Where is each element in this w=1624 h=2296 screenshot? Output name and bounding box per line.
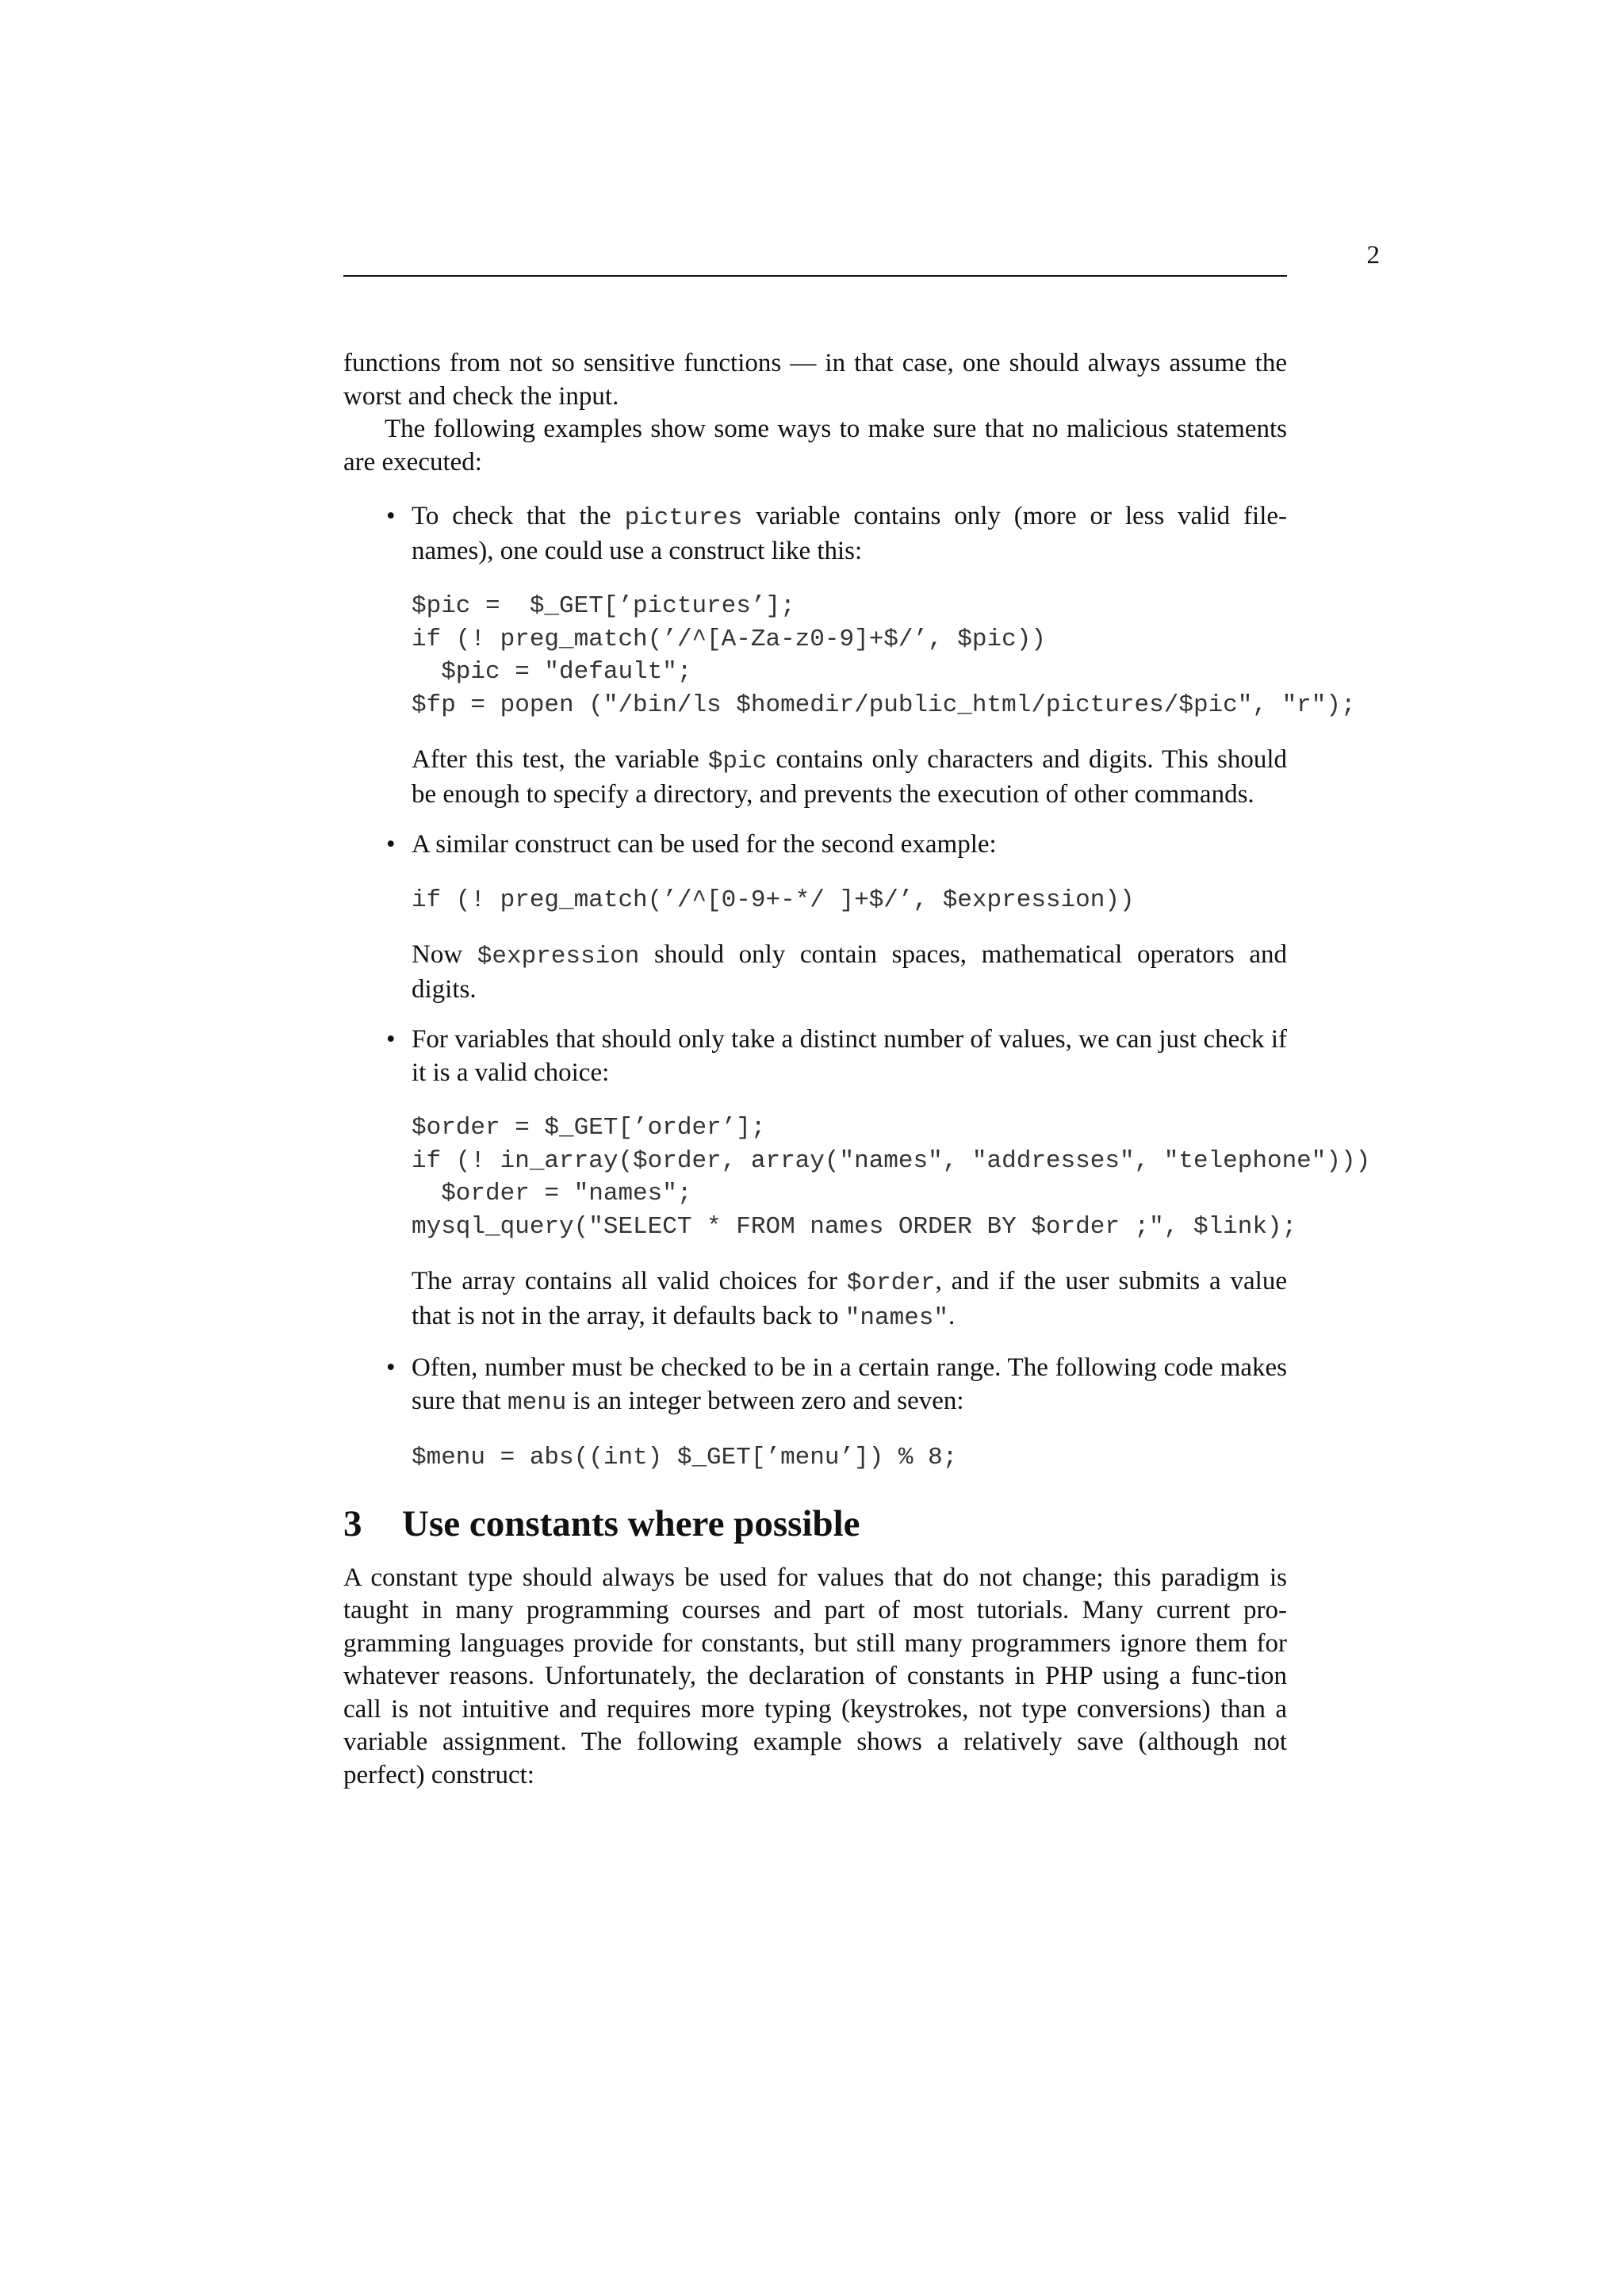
example-explanation: After this test, the variable $pic contains only characters and digits. This should be enough to specify a directory, and prevents the execution of other commands. bbox=[412, 745, 1287, 809]
bullet-icon: • bbox=[386, 830, 396, 859]
example-item-order bbox=[386, 1024, 1371, 1334]
example-explanation: Now $expression should only contain spaces, mathematical operators and digits. bbox=[412, 940, 1287, 1004]
section-number: 3 bbox=[343, 1502, 362, 1544]
code-listing-pictures: $pic = $_GET[’pictures’]; if (! preg_match(’/^[A-Za-z0-9]+$/’, $pic)) $pic = "default"; $fp = popen ("/bin/ls $homedir/public_html/pictures/$pic", "r"); bbox=[412, 592, 1356, 719]
intro-continuation: functions from not so sensitive functions — in that case, one should always assume the worst and check the input. bbox=[343, 349, 1287, 411]
header-rule bbox=[343, 275, 1287, 277]
example-intro: Often, number must be checked to be in a certain range. The following code makes sure that menu is an integer between zero and seven: bbox=[412, 1353, 1287, 1417]
code-listing-menu: $menu = abs((int) $_GET[’menu’]) % 8; bbox=[412, 1444, 958, 1471]
section-body: A constant type should always be used for values that do not change; this paradigm is taught in many programming courses and part of most tutorials. Many current pro-gramming languages provide for constants, but still many programmers ignore them for whatever reasons. Unfortunately, the declaration of constants in PHP using a func-tion call is not intuitive and requires more typing (keystrokes, not type conversions) than a variable assignment. The following example shows a relatively save (although not perfect) construct: bbox=[343, 1563, 1287, 1789]
page-number: 2 bbox=[1366, 241, 1380, 270]
examples-list bbox=[343, 500, 1371, 1475]
inline-code: "names" bbox=[845, 1303, 949, 1332]
example-intro: For variables that should only take a distinct number of values, we can just check if it is a valid choice: bbox=[412, 1025, 1287, 1087]
bullet-icon: • bbox=[386, 1353, 396, 1382]
intro-lead: The following examples show some ways to make sure that no malicious statements are executed: bbox=[343, 415, 1287, 476]
section-heading bbox=[343, 1502, 1287, 1546]
inline-code: $pic bbox=[707, 748, 768, 775]
example-item-pictures bbox=[386, 500, 1356, 811]
inline-code: pictures bbox=[624, 504, 743, 532]
inline-code: menu bbox=[507, 1388, 567, 1417]
code-listing-expression: if (! preg_match(’/^[0-9+-*/ ]+$/’, $expression)) bbox=[412, 886, 1135, 914]
page-body bbox=[343, 347, 1371, 1792]
bullet-icon: • bbox=[386, 502, 396, 530]
code-listing-order: $order = $_GET[’order’]; if (! in_array($order, array("names", "addresses", "telephone"))) $order = "names"; mysql_query("SELECT * FROM names ORDER BY $order ;", $link); bbox=[412, 1114, 1371, 1241]
bullet-icon: • bbox=[386, 1025, 396, 1054]
example-item-expression bbox=[386, 828, 1287, 1006]
example-item-menu bbox=[386, 1352, 1287, 1475]
inline-code: $expression bbox=[477, 943, 640, 970]
section-title: Use constants where possible bbox=[402, 1502, 860, 1544]
example-intro: A similar construct can be used for the second example: bbox=[412, 830, 997, 859]
example-intro: To check that the pictures variable contains only (more or less valid file-names), one could use a construct like this: bbox=[412, 502, 1288, 565]
inline-code: $order bbox=[846, 1269, 936, 1297]
example-explanation: The array contains all valid choices for $order, and if the user submits a value that is not in the array, it defaults back to "names". bbox=[412, 1267, 1287, 1332]
